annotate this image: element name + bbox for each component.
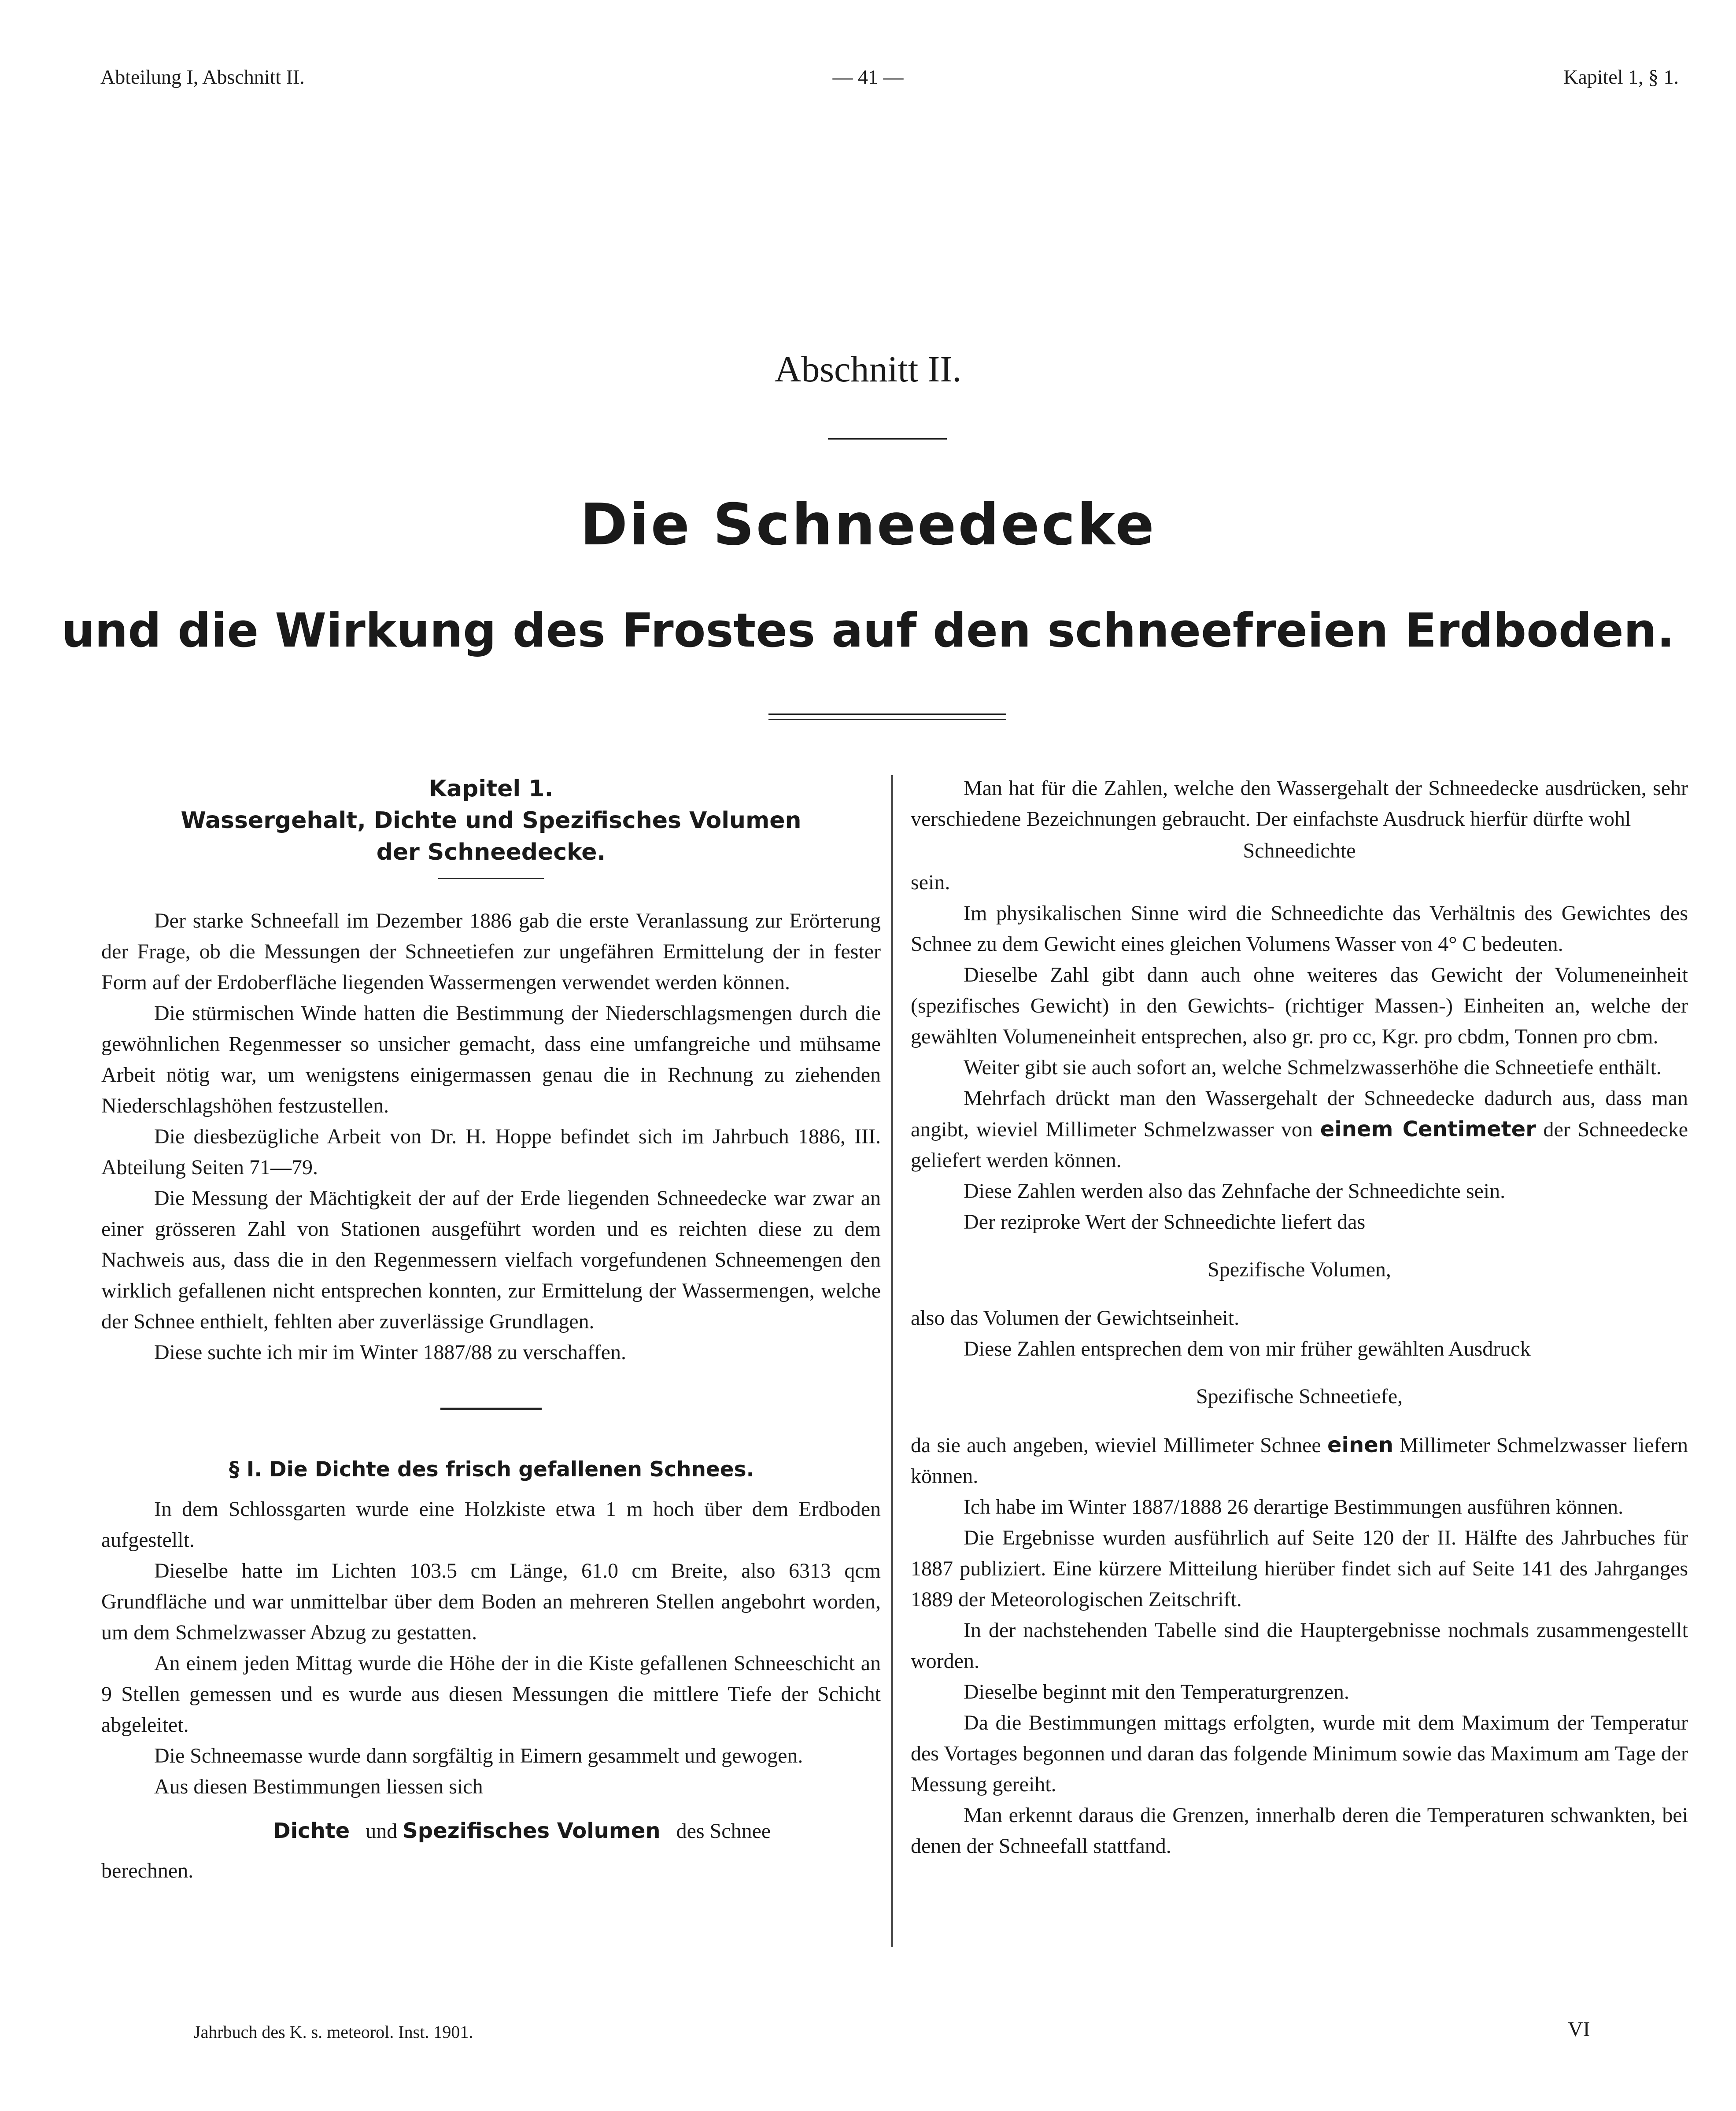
paragraph: Die diesbezügliche Arbeit von Dr. H. Hoppe befindet sich im Jahrbuch 1886, III. Abteilung Seiten 71—79. [101, 1125, 881, 1179]
paragraph: Aus diesen Bestimmungen liessen sich [154, 1775, 483, 1798]
formula-line [101, 1815, 881, 1847]
paragraph: Im physikalischen Sinne wird die Schneedichte das Verhältnis des Gewichtes des Schnee zu dem Gewicht eines gleichen Volumens Wasser von 4° C bedeuten. [911, 902, 1688, 956]
paragraph: Die Messung der Mächtigkeit der auf der Erde liegenden Schneedecke war zwar an einer grösseren Zahl von Stationen ausgeführt worden und es reichten diese zu dem Nachweis aus, dass die in den Regenmessern vielfach vorgefundenen Schneemengen den wirklich gefallenen nicht entsprechen konnten, zur Ermittelung der Wassermengen, welche der Schnee enthielt, fehlten aber zuverlässige Grundlagen. [101, 1187, 881, 1333]
paragraph: Diese suchte ich mir im Winter 1887/88 zu verschaffen. [154, 1341, 626, 1364]
paragraph: Ich habe im Winter 1887/1888 26 derartige Bestimmungen ausführen können. [964, 1495, 1624, 1519]
paragraph: Man hat für die Zahlen, welche den Wassergehalt der Schneedecke ausdrücken, sehr verschiedene Bezeichnungen gebraucht. Der einfachste Ausdruck hierfür dürfte wohl [911, 776, 1688, 831]
chapter-number: Kapitel 1. [428, 776, 554, 802]
paragraph: Die stürmischen Winde hatten die Bestimmung der Niederschlagsmengen durch die gewöhnlichen Regenmesser so unsicher gemacht, dass eine umfangreiche und mühsame Arbeit nötig war, um wenigstens einigermassen genau die in Rechnung zu ziehenden Niederschlagshöhen festzustellen. [101, 1002, 881, 1117]
section-label: Abschnitt II. [774, 349, 962, 390]
column-divider [891, 775, 893, 1947]
paragraph [911, 1083, 1688, 1176]
paragraph: Die Ergebnisse wurden ausführlich auf Seite 120 der II. Hälfte des Jahrbuches für 1887 publiziert. Eine kürzere Mitteilung hierüber findet sich auf Seite 141 des Jahrganges 1889 der Meteorologischen Zeitschrift. [911, 1526, 1688, 1611]
formula-tail: des Schnee [676, 1819, 771, 1843]
paragraph: Dieselbe Zahl gibt dann auch ohne weiteres das Gewicht der Volumeneinheit (spezifisches Gewicht) in den Gewichts- (richtiger Massen-) Einheiten an, welche der gewählten Volumeneinheit entsprechen, also gr. pro cc, Kgr. pro cbdm, Tonnen pro cbm. [911, 963, 1688, 1048]
page-subtitle: und die Wirkung des Frostes auf den schneefreien Erdboden. [61, 603, 1675, 658]
term-schneedichte: Schneedichte [1243, 839, 1356, 862]
section-heading: § I. Die Dichte des frisch gefallenen Schnees. [229, 1457, 754, 1482]
section-rule [828, 438, 947, 440]
text-run: Mehrfach drückt man den Wassergehalt der Schneedecke dadurch aus, dass man angibt, wieviel Millimeter Schmelzwasser von [911, 1087, 1688, 1141]
paragraph: Der reziproke Wert der Schneedichte liefert das [964, 1210, 1366, 1234]
right-column [911, 773, 1688, 1862]
title-double-rule-top [768, 714, 1006, 715]
page-title: Die Schneedecke [580, 491, 1156, 558]
emphasis-einem-centimeter: einem Centimeter [1320, 1117, 1536, 1142]
emphasis-einen: einen [1327, 1433, 1393, 1457]
paragraph: Diese Zahlen werden also das Zehnfache der Schneedichte sein. [964, 1179, 1506, 1203]
paragraph: also das Volumen der Gewichtseinheit. [911, 1306, 1240, 1330]
formula-term-dichte: Dichte [273, 1819, 350, 1843]
paragraph: Da die Bestimmungen mittags erfolgten, wurde mit dem Maximum der Temperatur des Vortages begonnen und daran das folgende Minimum sowie das Maximum am Tage der Messung gereiht. [911, 1711, 1688, 1796]
paragraph: Dieselbe beginnt mit den Temperaturgrenzen. [964, 1680, 1349, 1704]
paragraph: Dieselbe hatte im Lichten 103.5 cm Länge, 61.0 cm Breite, also 6313 qcm Grundfläche und war unmittelbar über dem Boden an mehreren Stellen angebohrt worden, um dem Schmelzwasser Abzug zu gestatten. [101, 1559, 881, 1644]
paragraph: Diese Zahlen entsprechen dem von mir früher gewählten Ausdruck [964, 1337, 1531, 1361]
text-run: da sie auch angeben, wieviel Millimeter Schnee [911, 1434, 1321, 1457]
paragraph: Man erkennt daraus die Grenzen, innerhalb deren die Temperaturen schwankten, bei denen der Schneefall stattfand. [911, 1804, 1688, 1858]
running-header-right: Kapitel 1, § 1. [1563, 66, 1679, 88]
footer-journal: Jahrbuch des K. s. meteorol. Inst. 1901. [194, 2022, 473, 2042]
paragraph [911, 1430, 1688, 1492]
running-header-left: Abteilung I, Abschnitt II. [100, 66, 305, 88]
left-column [101, 773, 881, 1886]
footer-signature-mark: VI [1568, 2018, 1590, 2041]
paragraph: sein. [911, 871, 950, 894]
paragraph: In der nachstehenden Tabelle sind die Hauptergebnisse nochmals zusammengestellt worden. [911, 1619, 1688, 1673]
paragraph: Der starke Schneefall im Dezember 1886 gab die erste Veranlassung zur Erörterung der Frage, ob die Messungen der Schneetiefen zur ungefähren Ermittelung der in fester Form auf der Erdoberfläche liegenden Wassermengen verwendet werden können. [101, 909, 881, 994]
paragraph: Weiter gibt sie auch sofort an, welche Schmelzwasserhöhe die Schneetiefe enthält. [964, 1056, 1662, 1079]
page-number: — 41 — [832, 66, 904, 88]
chapter-title-line-1: Wassergehalt, Dichte und Spezifisches Volumen [181, 807, 802, 834]
title-double-rule-bottom [768, 719, 1006, 720]
term-spezifische-schneetiefe: Spezifische Schneetiefe, [1196, 1385, 1403, 1408]
chapter-rule [438, 878, 544, 879]
chapter-title-line-2: der Schneedecke. [376, 839, 606, 865]
term-spezifisches-volumen: Spezifische Volumen, [1208, 1258, 1391, 1281]
formula-term-volumen: Spezifisches Volumen [403, 1819, 661, 1843]
paragraph-tail: berechnen. [101, 1859, 194, 1882]
section-separator-rule [440, 1408, 542, 1410]
paragraph: Die Schneemasse wurde dann sorgfältig in Eimern gesammelt und gewogen. [154, 1744, 803, 1767]
formula-conjunction: und [366, 1819, 398, 1843]
text-run: der Schneedecke geliefert werden können. [911, 1118, 1688, 1172]
paragraph: An einem jeden Mittag wurde die Höhe der in die Kiste gefallenen Schneeschicht an 9 Stellen gemessen und es wurde aus diesen Messungen die mittlere Tiefe der Schicht abgeleitet. [101, 1652, 881, 1737]
text-run: Millimeter Schmelzwasser liefern können. [911, 1434, 1688, 1488]
paragraph: In dem Schlossgarten wurde eine Holzkiste etwa 1 m hoch über dem Erdboden aufgestellt. [101, 1497, 881, 1552]
